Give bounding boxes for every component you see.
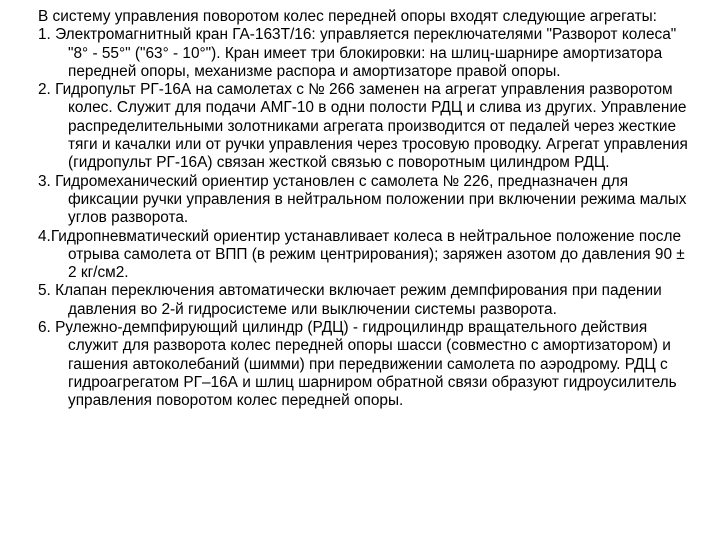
intro-paragraph: В систему управления поворотом колес передней опоры входят следующие агрегаты:: [38, 8, 657, 25]
item-3-hydromechanical-locator: 3. Гидромеханический ориентир установлен с самолета № 226, предназначен для фиксации ручки управления в нейтральном положении при включении режима малых углов разворота.: [38, 172, 687, 227]
item-2-hydraulic-control-unit: 2. Гидропульт РГ-16А на самолетах с № 266 заменен на агрегат управления разворотом колес. Служит для подачи АМГ-10 в одни полости РДЦ и слива из других. Управление распределительными золотниками агрегата производится от педалей через жесткие тяги и качалки или от ручки управления через тросовую проводку. Агрегат управления (гидропульт РГ-16А) связан жесткой связью с поворотным цилиндром РДЦ.: [38, 81, 688, 172]
item-5-switching-valve: 5. Клапан переключения автоматически включает режим демпфирования при падении давления во 2-й гидросистеме или выключении системы разворота.: [38, 282, 662, 318]
item-4-hydropneumatic-locator: 4.Гидропневматический ориентир устанавливает колеса в нейтральное положение после отрыва самолета от ВПП (в режим центрирования); заряжен азотом до давления 90 ± 2 кг/см2.: [38, 227, 685, 282]
item-6-steering-damper-cylinder: 6. Рулежно-демпфирующий цилиндр (РДЦ) - гидроцилиндр вращательного действия служит для разворота колес передней опоры шасси (совместно с амортизатором) и гашения автоколебаний (шимми) при передвижении самолета по аэродрому. РДЦ с гидроагрегатом РГ–16А и шлиц шарниром обратной связи образуют гидроусилитель управления поворотом колес передней опоры.: [38, 319, 677, 410]
document-body: [38, 8, 688, 411]
item-1-electromagnetic-valve: 1. Электромагнитный кран ГА-163Т/16: управляется переключателями "Разворот колеса" "8° - 55°" ("63° - 10°"). Кран имеет три блокировки: на шлиц-шарнире амортизатора передней опоры, механизме распора и амортизаторе правой опоры.: [38, 26, 677, 80]
